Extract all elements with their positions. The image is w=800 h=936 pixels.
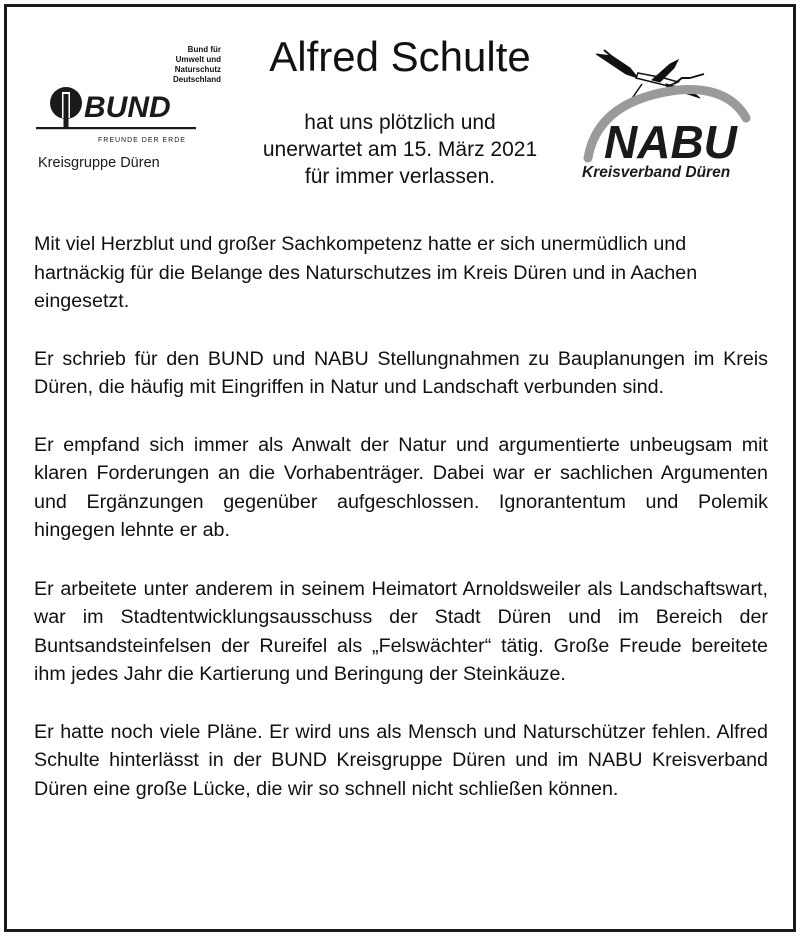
body-paragraph: Mit viel Herzblut und großer Sachkompetenz hatte er sich unermüdlich und hartnäckig für die Belange des Naturschutzes im Kreis Düren und in Aachen eingesetzt. [34,233,698,312]
body-paragraph: Er schrieb für den BUND und NABU Stellungnahmen zu Bauplanungen im Kreis Düren, die häufig mit Eingriffen in Natur und Landschaft verbunden sind. [34,347,768,398]
nabu-kreisverband: Kreisverband Düren [582,164,731,181]
notice-body [34,230,768,832]
body-paragraph: Er hatte noch viele Pläne. Er wird uns als Mensch und Naturschützer fehlen. Alfred Schulte hinterlässt in der BUND Kreisgruppe Düren und im NABU Kreisverband Düren eine große Lücke, die wir so schnell nicht schließen können. [34,720,768,800]
bund-name-line: Deutschland [172,75,221,84]
announcement-line: unerwartet am 15. März 2021 [262,138,538,161]
bund-kreisgruppe: Kreisgruppe Düren [38,155,160,171]
bund-tagline: FREUNDE DER ERDE [98,137,186,144]
bund-name-line: Bund für [187,45,221,54]
bund-full-name [165,45,221,85]
nabu-wordmark: NABU [604,116,737,168]
nabu-logo [578,40,766,186]
announcement-line: hat uns plötzlich und [304,111,496,134]
bund-name-line: Naturschutz [174,65,221,74]
body-paragraph: Er empfand sich immer als Anwalt der Natur und argumentierte unbeugsam mit klaren Forderungen an die Vorhabenträger. Dabei war er sachlichen Argumenten und Ergänzungen gegenüber aufgeschlossen. Ignorantentum und Polemik hingegen lehnte er ab. [34,433,768,541]
announcement [220,109,580,190]
bund-logo [36,80,201,150]
body-paragraph: Er arbeitete unter anderem in seinem Heimatort Arnoldsweiler als Landschaftswart, war im Stadtentwicklungsausschuss der Stadt Düren und im Bereich der Buntsandsteinfelsen der Rureifel als „Felswächter“ tätig. Große Freude bereitete ihm jedes Jahr die Kartierung und Beringung der Steinkäuze. [34,577,768,685]
announcement-line: für immer verlassen. [304,165,496,188]
bund-wordmark: BUND [84,91,171,124]
bund-name-line: Umwelt und [175,55,221,64]
stork-icon [596,50,704,110]
deceased-name: Alfred Schulte [269,33,531,80]
